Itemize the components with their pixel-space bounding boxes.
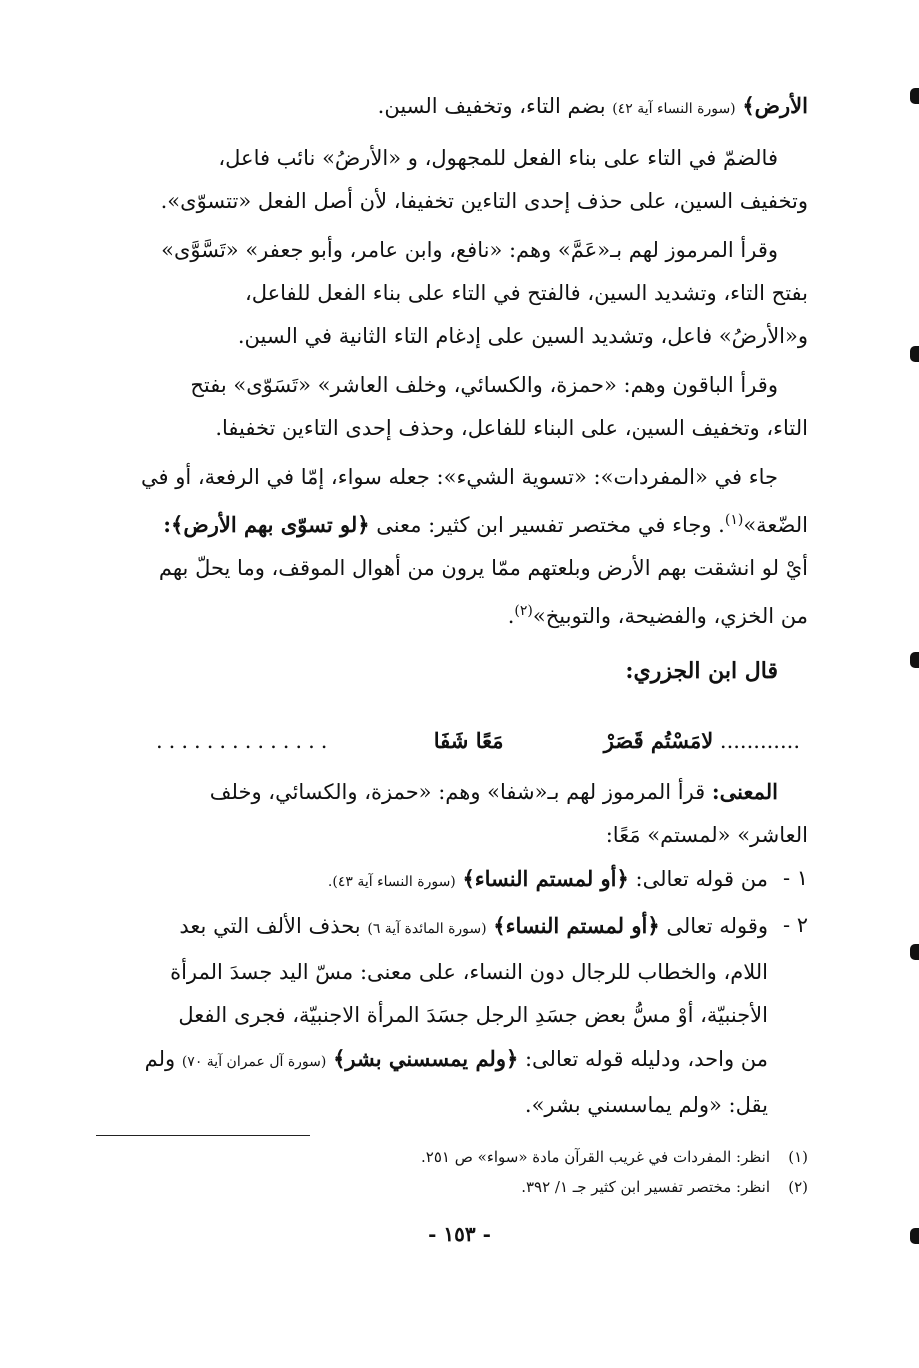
paragraph-line	[96, 499, 808, 547]
list-text: ولم	[144, 1047, 176, 1071]
page-number: - ١٥٣ -	[428, 1222, 491, 1246]
meaning-label: المعنى:	[711, 779, 778, 804]
verse-reference: (سورة آل عمران آية ٧٠)	[181, 1054, 327, 1070]
list-text: بحذف الألف التي بعد	[179, 914, 361, 938]
quran-quote: الأرض﴾	[742, 93, 808, 118]
verse-reference: (سورة النساء آية ٤٣).	[327, 874, 456, 890]
list-item	[96, 857, 808, 904]
list-line	[96, 1037, 768, 1084]
list-line	[96, 904, 768, 951]
paragraph-5	[96, 456, 808, 638]
poem-verse	[96, 718, 808, 764]
paragraph-line: و«الأرضُ» فاعل، وتشديد السين على إدغام التاء الثانية في السين.	[237, 324, 808, 348]
list-line: الأجنبيّة، أوْ مسُّ بعض جسَدِ الرجل جسَدَ المرأة الاجنبيّة، فجرى الفعل	[178, 1003, 768, 1027]
paragraph-line: وقرأ المرموز لهم بـ«عَمَّ» وهم: «نافع، وابن عامر، وأبو جعفر» «تَسَّوَّى»	[161, 238, 778, 262]
paragraph-3	[96, 229, 808, 358]
footnote-number: (١)	[788, 1148, 808, 1166]
footnote-ref: (١)	[724, 512, 744, 528]
quran-quote: ﴿أو لمستم النساء﴾	[462, 866, 629, 891]
paragraph-text: الضّعة»	[743, 513, 808, 537]
page-body	[96, 84, 808, 1202]
verse-reference: (سورة المائدة آية ٦)	[367, 921, 487, 937]
list-text: من واحد، ودليله قوله تعالى:	[524, 1047, 768, 1071]
footnote-number: (٢)	[788, 1178, 808, 1196]
footnote-text: انظر: المفردات في غريب القرآن مادة «سواء» ص ٢٥١.	[421, 1148, 770, 1166]
list-line: اللام، والخطاب للرجال دون النساء، على معنى: مسّ اليد جسدَ المرأة	[170, 960, 768, 984]
list-item	[96, 904, 808, 1127]
footnote	[96, 1142, 808, 1172]
footnote	[96, 1172, 808, 1202]
verse-reference: (سورة النساء آية ٤٢)	[612, 101, 736, 117]
list-line: يقل: «ولم يماسسني بشر».	[524, 1093, 768, 1117]
paragraph-text: . وجاء في مختصر تفسير ابن كثير: معنى	[376, 513, 725, 537]
list-number: ١ -	[782, 866, 808, 890]
poem-dots: ............	[719, 729, 800, 753]
footnote-divider	[96, 1135, 310, 1136]
readings-list	[96, 857, 808, 1127]
quran-quote: ﴿ولم يمسسني بشر﴾	[333, 1046, 519, 1071]
poem-hemistich-right	[604, 718, 800, 764]
binding-mark	[910, 652, 919, 668]
quran-quote: ﴿لو تسوّى بهم الأرض﴾:	[163, 512, 370, 537]
section-heading: قال ابن الجزري:	[625, 658, 778, 684]
meaning-paragraph	[96, 770, 808, 857]
binding-mark	[910, 944, 919, 960]
footnote-ref: (٢)	[514, 603, 533, 619]
paragraph-line: بفتح التاء، وتشديد السين، فالفتح في التاء على بناء الفعل للفاعل،	[244, 281, 808, 305]
list-text: من قوله تعالى:	[635, 867, 768, 891]
poem-text: مَعًا شَفَا	[433, 728, 504, 753]
paragraph-line: فالضمّ في التاء على بناء الفعل للمجهول، و «الأرضُ» نائب فاعل،	[218, 146, 778, 170]
paragraph-line: التاء، وتخفيف السين، على البناء للفاعل، وحذف إحدى التاءين تخفيفا.	[215, 416, 808, 440]
paragraph-line	[96, 770, 808, 814]
footnote-text: انظر: مختصر تفسير ابن كثير جـ ١/ ٣٩٢.	[521, 1178, 770, 1196]
paragraph-text: من الخزي، والفضيحة، والتوبيخ»	[532, 604, 808, 628]
paragraph-text: .	[507, 604, 515, 628]
paragraph-line	[96, 590, 808, 638]
paragraph-4	[96, 364, 808, 450]
quran-quote: ﴿أو لمستم النساء﴾	[493, 913, 660, 938]
paragraph-text: قرأ المرموز لهم بـ«شفا» وهم: «حمزة، والكسائي، وخلف	[209, 780, 706, 804]
paragraph-line: وتخفيف السين، على حذف إحدى التاءين تخفيفا، لأن أصل الفعل «تتسوّى».	[160, 189, 808, 213]
list-text: وقوله تعالى	[666, 914, 768, 938]
list-number: ٢ -	[782, 913, 808, 937]
paragraph-line: العاشر» «لمستم» مَعًا:	[605, 823, 808, 847]
paragraph-text: بضم التاء، وتخفيف السين.	[377, 94, 606, 118]
paragraph-1	[96, 84, 808, 131]
footnotes	[96, 1142, 808, 1202]
paragraph-line: جاء في «المفردات»: «تسوية الشيء»: جعله سواء، إمّا في الرفعة، أو في	[140, 465, 778, 489]
paragraph-line: وقرأ الباقون وهم: «حمزة، والكسائي، وخلف العاشر» «تَسَوّى» بفتح	[190, 373, 778, 397]
binding-mark	[910, 1228, 919, 1244]
binding-mark	[910, 346, 919, 362]
poem-text: لامَسْتُم قَصَرْ	[603, 728, 714, 753]
paragraph-line: أيْ لو انشقت بهم الأرض وبلعتهم ممّا يرون من أهوال الموقف، وما يحلّ بهم	[158, 556, 808, 580]
binding-mark	[910, 88, 919, 104]
poem-dots: ..............	[156, 729, 334, 753]
paragraph-2	[96, 137, 808, 223]
